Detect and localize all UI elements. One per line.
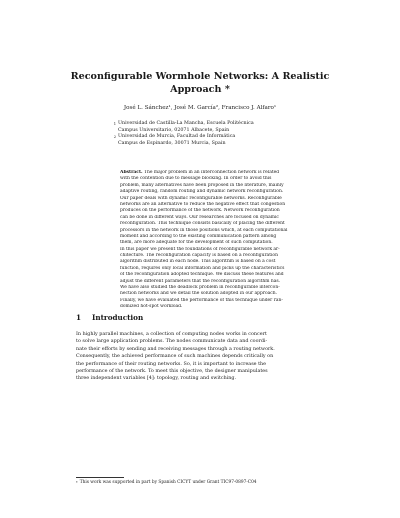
- abstract-line: domized hot-spot workload.: [120, 304, 183, 310]
- affiliation-2-address: Campus de Espinardo, 30071 Murcia, Spain: [118, 141, 226, 147]
- title-line-2: Approach *: [170, 84, 230, 95]
- abstract-line: function, requires only local information and picks up the characteristics: [120, 265, 285, 271]
- title-line-1: Reconfigurable Wormhole Networks: A Realistic: [70, 71, 330, 82]
- abstract-line: In this paper we present the foundations of reconfigurable network ar-: [120, 246, 280, 252]
- body-line: performance of the network. To meet this objective, the designer manipulates: [76, 367, 268, 374]
- abstract-line: networks are an alternative to reduce the negative effect that congestion: [120, 201, 286, 207]
- affiliation-1-address: Campus Universitario, 02071 Albacete, Spain: [118, 127, 230, 133]
- abstract: [120, 170, 322, 311]
- affiliation-line: Universidad de Castilla-La Mancha, Escuela Politécnica: [118, 121, 254, 126]
- abstract-line: them, are more adequate for the development of such computation.: [120, 240, 273, 246]
- paper-title: [60, 70, 340, 96]
- abstract-line: produces on the performance of the network. Network reconfiguration: [120, 208, 280, 214]
- body-line: Consequently, the achieved performance of such machines depends critically on: [76, 353, 274, 360]
- abstract-line: nection networks and we detail the solution adopted in our approach.: [120, 291, 278, 297]
- abstract-line: moment and according to the existing communication pattern among: [120, 233, 277, 239]
- abstract-line: Finally, we have evaluated the performance of this technique under ran-: [120, 297, 283, 303]
- abstract-line: with the contention due to message blocking. In order to avoid this: [120, 176, 272, 182]
- footnote: [76, 480, 336, 486]
- body-line: to solve large application problems. The nodes communicate data and coordi-: [76, 338, 268, 345]
- body-line: three independent variables [4]: topology, routing and switching.: [76, 375, 237, 382]
- body-line: the performance of their routing networks. So, it is important to increase the: [76, 360, 267, 367]
- abstract-line: We have also studied the deadlock problem in reconfigurable intercon-: [120, 285, 280, 291]
- abstract-line: chitecture. The reconfiguration capacity is based on a reconfiguration: [120, 253, 278, 259]
- abstract-line: adaptive routing, random routing and dynamic network reconfiguration.: [120, 189, 284, 195]
- abstract-line: processors in the network in those positions which, at each computational: [120, 227, 288, 233]
- abstract-line: of the reconfiguration adopted technique. We discuss these features and: [120, 272, 284, 278]
- section-title: Introduction: [92, 313, 144, 322]
- abstract-line: problem, many alternatives have been proposed in the literature, mainly: [120, 182, 284, 188]
- body-line: nate their efforts by sending and receiving messages through a routing network.: [76, 345, 275, 352]
- affiliation-line: Universidad de Murcia, Facultad de Informática: [118, 134, 236, 140]
- footnote-rule: [76, 477, 124, 478]
- abstract-line: algorithm distributed in each node. This algorithm is based on a cost: [120, 259, 276, 265]
- section-heading: [76, 313, 143, 322]
- abstract-text: The major problem in an interconnection network is related: [142, 170, 280, 175]
- author-list: José L. Sánchez¹, José M. García², Francisco J. Alfaro¹: [123, 105, 277, 111]
- affiliation-mark: 1: [113, 122, 116, 126]
- abstract-line: Our paper deals with dynamic reconfigurable networks. Reconfigurable: [120, 195, 282, 201]
- affiliation-mark: 2: [113, 135, 116, 140]
- body-line: In highly parallel machines, a collection of computing nodes works in concert: [76, 331, 267, 337]
- footnote-text: This work was supported in part by Spanish CICYT under Grant TIC97-0897-C04: [79, 480, 257, 485]
- affiliations: [108, 121, 308, 148]
- abstract-line: can be done in different ways. Our researches are focused on dynamic: [120, 214, 279, 220]
- abstract-line: reconfiguration. This technique consists basically of placing the different: [120, 221, 285, 227]
- affiliation-1: [108, 121, 308, 128]
- section-number: 1: [76, 313, 82, 322]
- footnote-mark: *: [76, 481, 78, 485]
- abstract-label: Abstract.: [120, 170, 143, 175]
- abstract-line: adjust the different parameters that the reconfiguration algorithm has.: [120, 278, 281, 284]
- body-text: [76, 331, 324, 383]
